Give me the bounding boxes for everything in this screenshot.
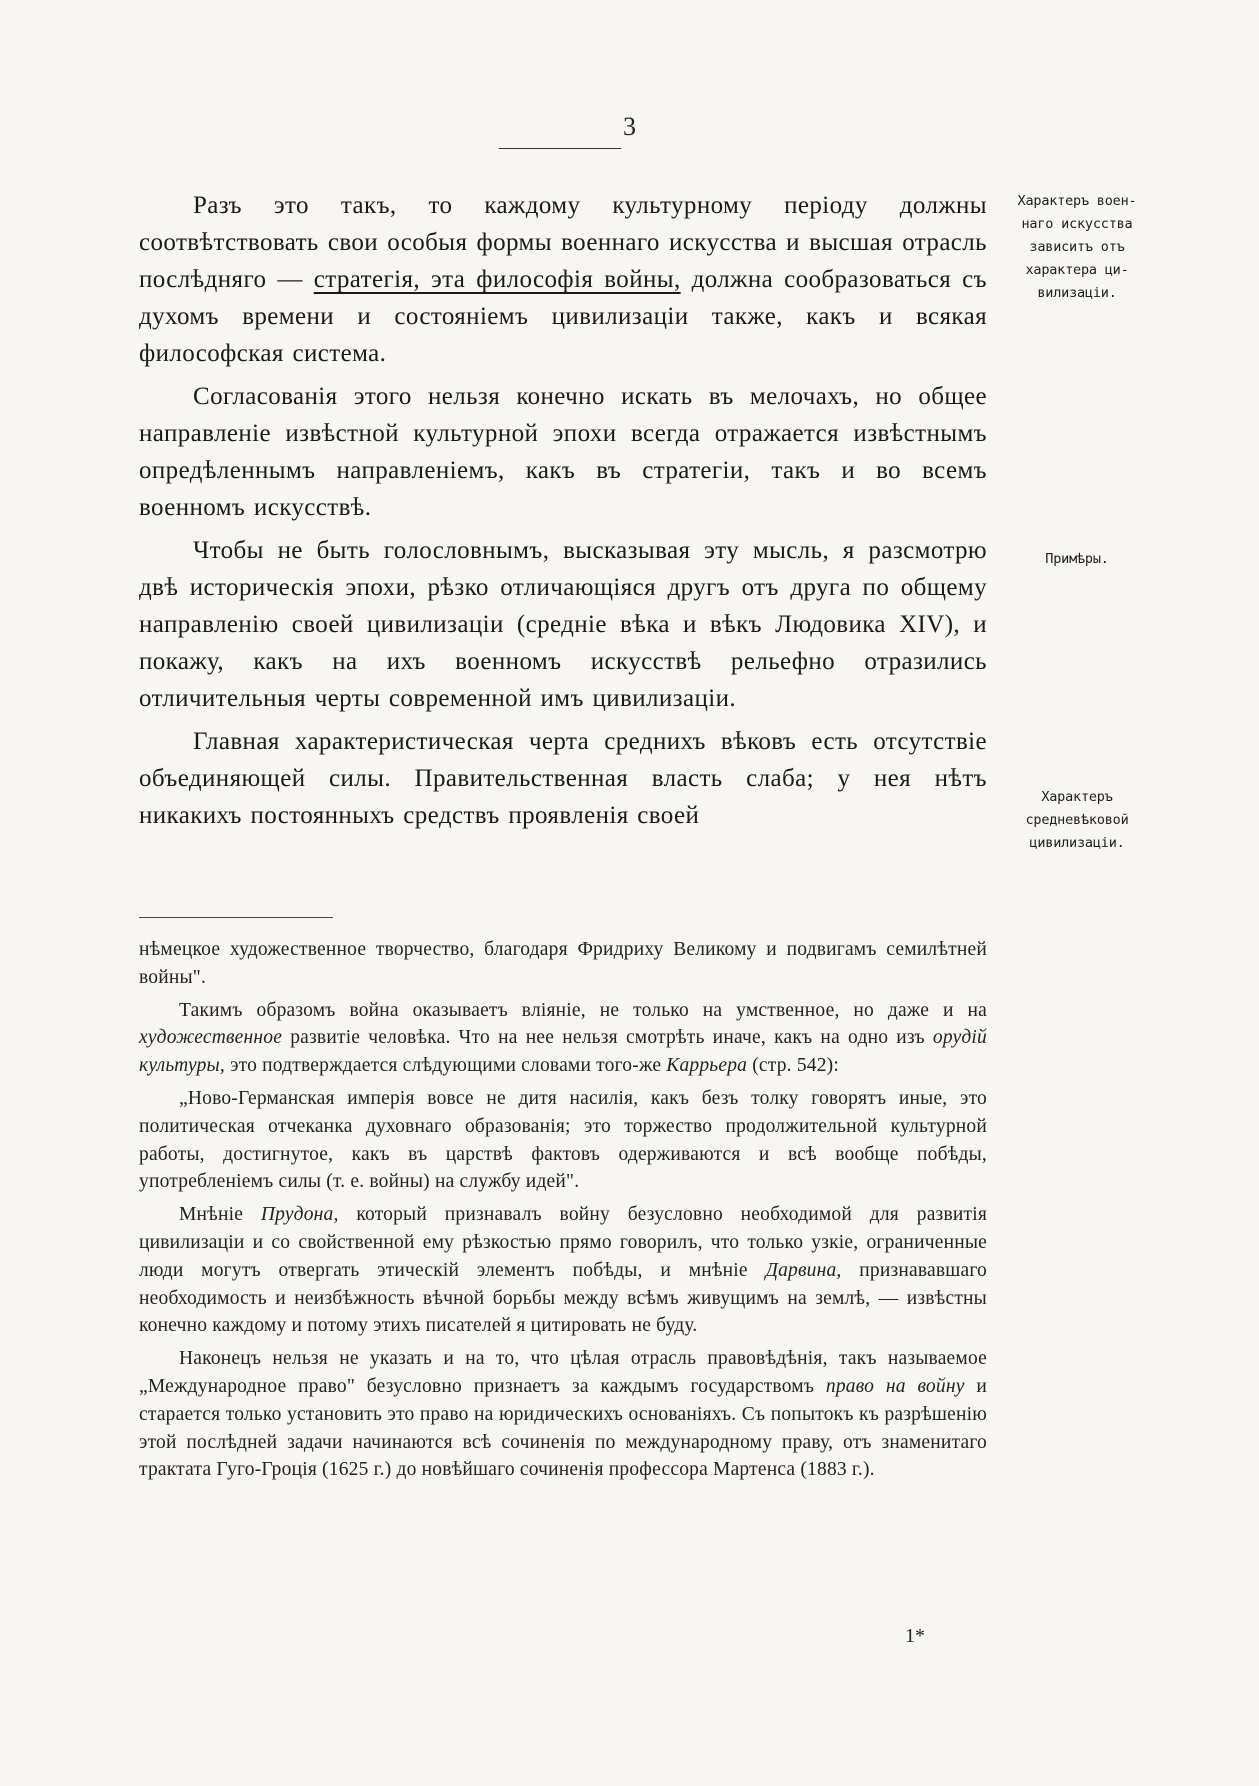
margin-note-line: зависитъ отъ [1029, 239, 1125, 255]
paragraph-1 [139, 187, 987, 372]
footnote-paragraph: Наконецъ нельзя не указать и на то, что цѣлая отрасль правовѣдѣнія, такъ называемое „Международное право" безусловно признаетъ за каждымъ государствомъ право на войну и старается только установить это право на юридическихъ основаніяхъ. Съ попытокъ къ разрѣшенію этой послѣдней задачи начинаются всѣ сочиненія по международному праву, отъ знаменитаго трактата Гуго-Гроція (1625 г.) до новѣйшаго сочиненія профессора Мартенса (1883 г.). [139, 1348, 987, 1481]
margin-note-line: Характеръ [1041, 789, 1113, 805]
paragraph-2: Согласованія этого нельзя конечно искать въ мелочахъ, но общее направленіе извѣстной культурной эпохи всегда отражается извѣстнымъ опредѣленнымъ направленіемъ, какъ въ стратегіи, такъ и во всемъ военномъ искусствѣ. [139, 383, 987, 521]
margin-note-line: средневѣковой [1025, 812, 1129, 828]
margin-note-line: Характеръ воен- [1017, 193, 1137, 209]
p1-end: должна сообразоваться съ духомъ времени и состояніемъ цивилизаціи также, какъ и всякая философская система. [139, 266, 988, 367]
margin-note-military-art [1002, 190, 1152, 305]
footnote-paragraph: Мнѣніе Прудона, который признавалъ войну безусловно необходимой для развитія цивилизаціи и со свойственной ему рѣзкостью прямо говорилъ, что только узкіе, ограниченные люди могутъ отвергать этическій элементъ побѣды, и мнѣніе Дарвина, признававшаго необходимость и неизбѣжность вѣчной борьбы между всѣмъ живущимъ на землѣ, — извѣстны конечно каждому и потому этихъ писателей я цитировать не буду. [139, 1204, 988, 1337]
footnote-continuation: нѣмецкое художественное творчество, благодаря Фридриху Великому и подвигамъ семилѣтней войны". [139, 939, 987, 988]
header-rule [499, 148, 621, 149]
p1-start: Разъ это такъ, то каждому культурному періоду должны соотвѣтствовать свои особыя формы военнаго искусства и высшая отрасль послѣдняго — [139, 192, 987, 293]
main-text [139, 187, 987, 840]
margin-note-line: характера ци- [1025, 262, 1129, 278]
page-number: 3 [623, 112, 636, 141]
footnote-paragraph: Такимъ образомъ война оказываетъ вліяніе, не только на умственное, но даже и на художественное развитіе человѣка. Что на нее нельзя смотрѣть иначе, какъ на одно изъ орудій культуры, это подтверждается слѣдующими словами того-же Каррьера (стр. 542): [139, 999, 987, 1077]
paragraph-3: Чтобы не быть голословнымъ, высказывая эту мысль, я разсмотрю двѣ историческія эпохи, рѣзко отличающіяся другъ отъ друга по общему направленію своей цивилизаціи (средніе вѣка и вѣкъ Людовика XIV), и покажу, какъ на ихъ военномъ искусствѣ рельефно отразились отличительныя черты современной имъ цивилизаціи. [139, 537, 987, 712]
margin-note-line: наго искусства [1021, 216, 1133, 232]
footnote-rule [139, 917, 333, 918]
margin-note-line: цивилизаціи. [1029, 835, 1125, 851]
footnote-quote: „Ново-Германская имперія вовсе не дитя насилія, какъ безъ толку говорятъ иные, это политическая отчеканка духовнаго образованія; это торжество продолжительной культурной работы, достигнутое, какъ въ царствѣ фактовъ одерживаются и всѣ вообще побѣды, употребленіемъ силы (т. е. войны) на службу идей". [139, 1087, 987, 1193]
margin-note-medieval [1002, 786, 1152, 855]
signature-mark: 1* [905, 1625, 925, 1647]
margin-note-line: Примѣры. [1045, 551, 1109, 567]
paragraph-4: Главная характеристическая черта среднихъ вѣковъ есть отсутствіе объединяющей силы. Правительственная власть слаба; у нея нѣтъ никакихъ постоянныхъ средствъ проявленія своей [139, 728, 987, 829]
margin-note-line: вилизаціи. [1037, 285, 1117, 301]
margin-note-examples [1002, 548, 1152, 571]
p1-underlined: стратегія, эта философія войны, [313, 266, 681, 293]
footnotes [139, 936, 987, 1489]
